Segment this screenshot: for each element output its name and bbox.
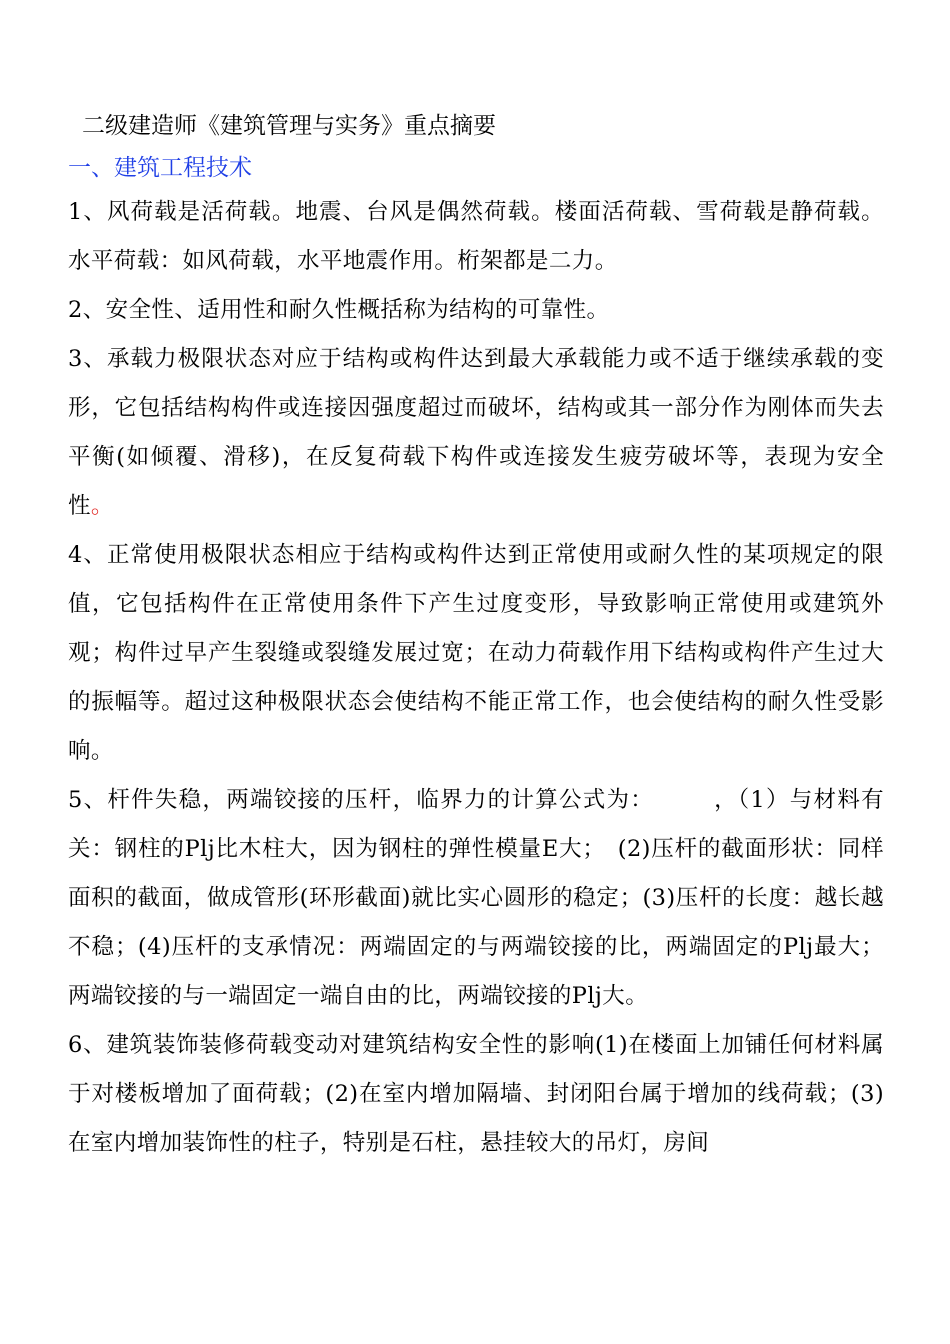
section-heading: 一、建筑工程技术 [68, 155, 252, 181]
document-title: 二级建造师《建筑管理与实务》重点摘要 [82, 113, 496, 139]
paragraph-2-text: 2、安全性、适用性和耐久性概括称为结构的可靠性。 [68, 297, 610, 323]
paragraph-6-text: 6、建筑装饰装修荷载变动对建筑结构安全性的影响(1)在楼面上加铺任何材料属于对楼板增加了面荷载；(2)在室内增加隔墙、封闭阳台属于增加的线荷载；(3)在室内增加装饰性的柱子，特别是石柱，悬挂较大的吊灯，房间 [68, 1032, 884, 1156]
paragraph-1-text: 1、风荷载是活荷载。地震、台风是偶然荷载。楼面活荷载、雪荷载是静荷载。水平荷载：如风荷载，水平地震作用。桁架都是二力。 [68, 199, 884, 274]
paragraph-4 [68, 531, 884, 776]
paragraph-3-red-period: 。 [90, 493, 114, 519]
paragraph-3 [68, 335, 884, 531]
paragraph-5-text: 5、杆件失稳，两端铰接的压杆，临界力的计算公式为： ，（1）与材料有关：钢柱的Plj比木柱大，因为钢柱的弹性模量E大； (2)压杆的截面形状：同样面积的截面，做成管形(环形截面)就比实心圆形的稳定；(3)压杆的长度：越长越不稳；(4)压杆的支承情况：两端固定的与两端铰接的比，两端固定的Plj最大；两端铰接的与一端固定一端自由的比，两端铰接的Plj大。 [68, 787, 884, 1009]
paragraph-4-text: 4、正常使用极限状态相应于结构或构件达到正常使用或耐久性的某项规定的限值，它包括构件在正常使用条件下产生过度变形，导致影响正常使用或建筑外观；构件过早产生裂缝或裂缝发展过宽；在动力荷载作用下结构或构件产生过大的振幅等。超过这种极限状态会使结构不能正常工作，也会使结构的耐久性受影响。 [68, 542, 884, 764]
paragraph-5 [68, 776, 884, 1021]
paragraph-1 [68, 188, 884, 286]
document-page [68, 106, 884, 1168]
paragraph-2 [68, 286, 884, 335]
paragraph-6 [68, 1021, 884, 1168]
paragraph-3-text: 3、承载力极限状态对应于结构或构件达到最大承载能力或不适于继续承载的变形，它包括结构构件或连接因强度超过而破坏，结构或其一部分作为刚体而失去平衡(如倾覆、滑移)，在反复荷载下构件或连接发生疲劳破坏等，表现为安全性 [68, 346, 884, 519]
